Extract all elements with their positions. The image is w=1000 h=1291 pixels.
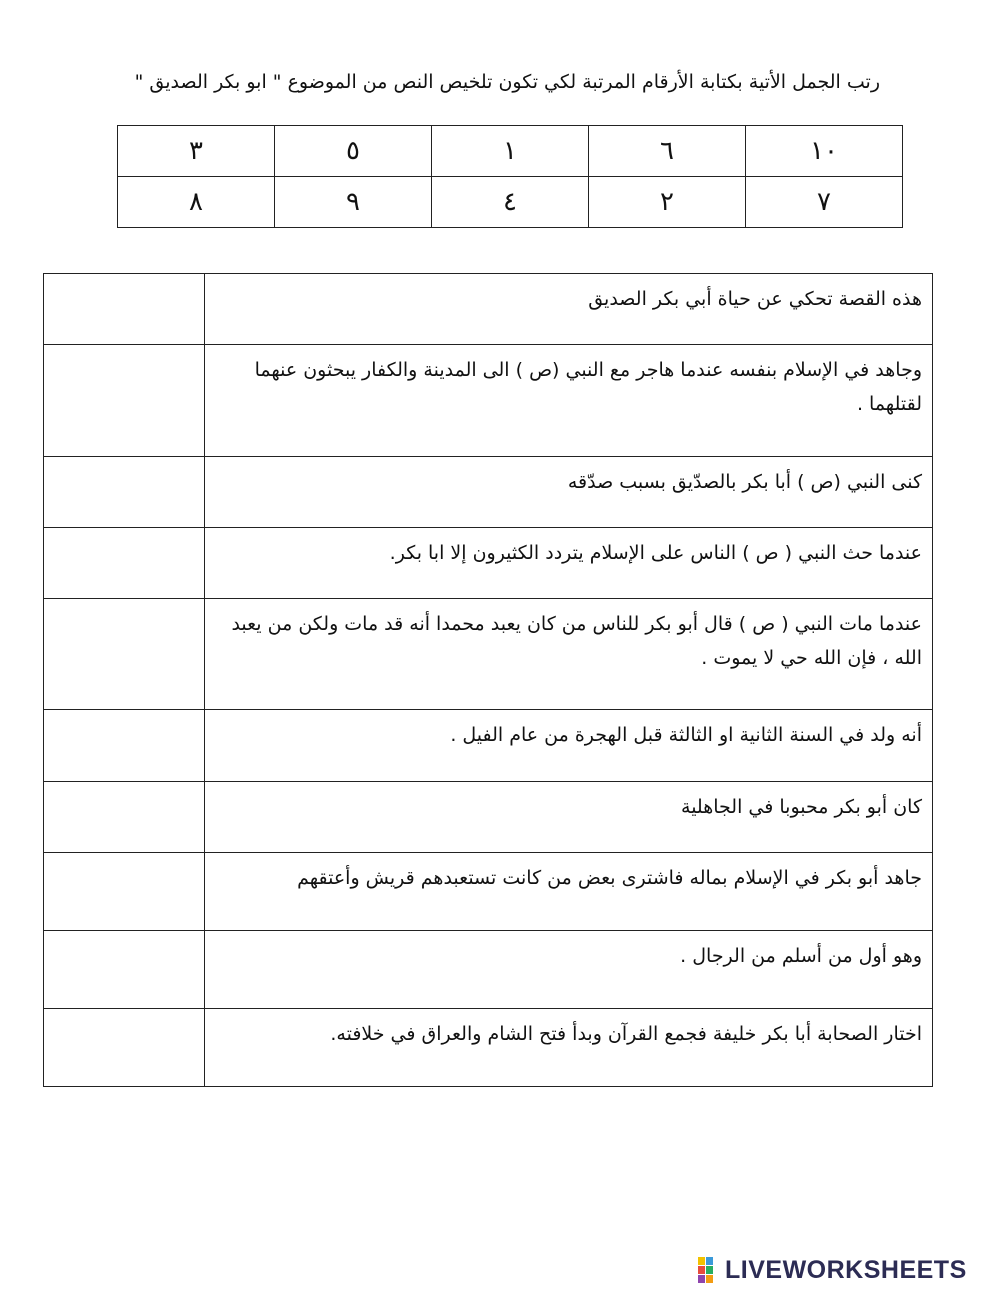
answer-input[interactable] <box>52 355 196 385</box>
answer-cell[interactable] <box>44 528 205 599</box>
sentence-row <box>44 853 933 931</box>
sentence-table <box>43 273 933 1087</box>
sentence-text: هذه القصة تحكي عن حياة أبي بكر الصديق <box>205 274 933 345</box>
answer-cell[interactable] <box>44 853 205 931</box>
number-cell: ٧ <box>746 177 903 228</box>
sentence-row <box>44 782 933 853</box>
liveworksheets-logo <box>697 1255 967 1285</box>
sentence-text: وجاهد في الإسلام بنفسه عندما هاجر مع النبي (ص ) الى المدينة والكفار يبحثون عنهما لقتلهما . <box>205 345 933 457</box>
number-cell: ٩ <box>275 177 432 228</box>
sentence-row <box>44 274 933 345</box>
sentence-row <box>44 345 933 457</box>
number-cell: ٥ <box>275 126 432 177</box>
number-cell: ٦ <box>589 126 746 177</box>
sentence-row <box>44 457 933 528</box>
answer-cell[interactable] <box>44 710 205 782</box>
logo-text: LIVEWORKSHEETS <box>725 1255 967 1284</box>
sentence-text: جاهد أبو بكر في الإسلام بماله فاشترى بعض من كانت تستعبدهم قريش وأعتقهم <box>205 853 933 931</box>
sentence-row <box>44 931 933 1009</box>
number-cell: ١ <box>432 126 589 177</box>
answer-input[interactable] <box>52 863 196 893</box>
sentence-text: أنه ولد في السنة الثانية او الثالثة قبل الهجرة من عام الفيل . <box>205 710 933 782</box>
answer-cell[interactable] <box>44 931 205 1009</box>
answer-input[interactable] <box>52 720 196 750</box>
sentence-text: وهو أول من أسلم من الرجال . <box>205 931 933 1009</box>
sentence-text: كان أبو بكر محبوبا في الجاهلية <box>205 782 933 853</box>
answer-cell[interactable] <box>44 274 205 345</box>
answer-input[interactable] <box>52 284 196 314</box>
sentence-row <box>44 1009 933 1087</box>
number-cell: ٣ <box>118 126 275 177</box>
number-row <box>118 126 903 177</box>
answer-cell[interactable] <box>44 1009 205 1087</box>
sentence-text: عندما حث النبي ( ص ) الناس على الإسلام يتردد الكثيرون إلا ابا بكر. <box>205 528 933 599</box>
sentence-text: كنى النبي (ص ) أبا بكر بالصدّيق بسبب صدّقه <box>205 457 933 528</box>
number-cell: ١٠ <box>746 126 903 177</box>
answer-input[interactable] <box>52 609 196 639</box>
sentence-row <box>44 599 933 710</box>
answer-input[interactable] <box>52 792 196 822</box>
answer-cell[interactable] <box>44 345 205 457</box>
number-bank-table <box>117 125 903 228</box>
number-cell: ٨ <box>118 177 275 228</box>
answer-input[interactable] <box>52 538 196 568</box>
instruction-text: رتب الجمل الأتية بكتابة الأرقام المرتبة لكي تكون تلخيص النص من الموضوع " ابو بكر الصديق " <box>134 71 880 93</box>
answer-input[interactable] <box>52 1019 196 1049</box>
liveworksheets-logo-icon <box>697 1256 721 1284</box>
sentence-row <box>44 710 933 782</box>
sentence-row <box>44 528 933 599</box>
number-cell: ٢ <box>589 177 746 228</box>
answer-input[interactable] <box>52 941 196 971</box>
answer-cell[interactable] <box>44 782 205 853</box>
sentence-text: عندما مات النبي ( ص ) قال أبو بكر للناس من كان يعبد محمدا أنه قد مات ولكن من يعبد الله ، فإن الله حي لا يموت . <box>205 599 933 710</box>
answer-input[interactable] <box>52 467 196 497</box>
sentence-text: اختار الصحابة أبا بكر خليفة فجمع القرآن وبدأ فتح الشام والعراق في خلافته. <box>205 1009 933 1087</box>
answer-cell[interactable] <box>44 599 205 710</box>
number-row <box>118 177 903 228</box>
answer-cell[interactable] <box>44 457 205 528</box>
number-cell: ٤ <box>432 177 589 228</box>
